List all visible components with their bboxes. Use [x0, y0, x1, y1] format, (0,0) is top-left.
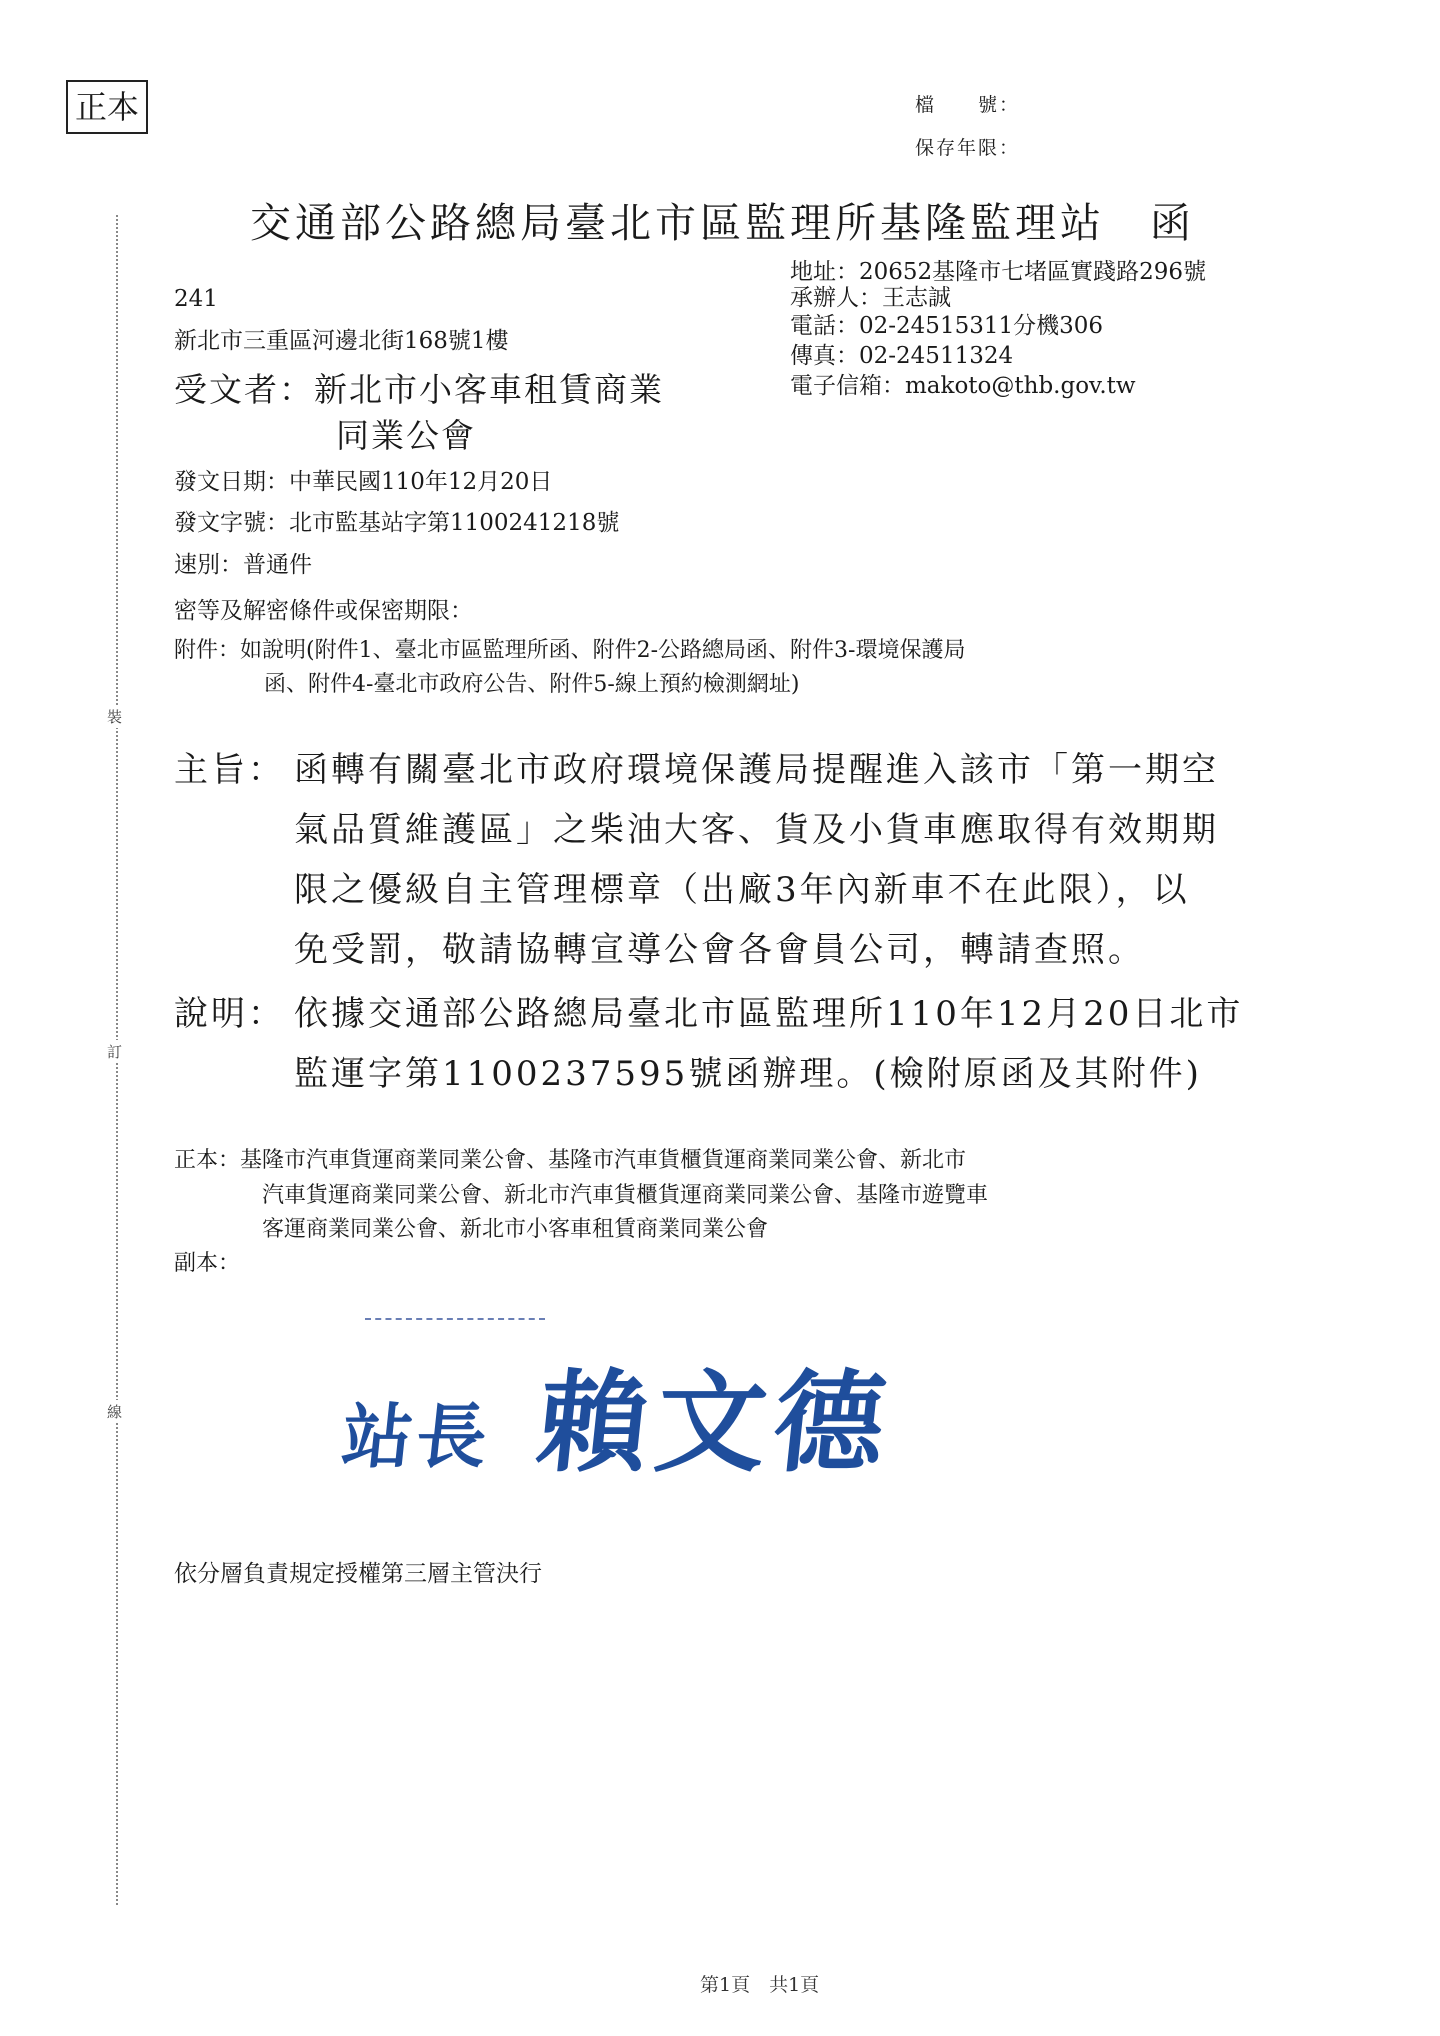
copy-recipients-label: 副本：: [174, 1251, 241, 1276]
subject-line: 函轉有關臺北市政府環境保護局提醒進入該市「第一期空: [294, 750, 1219, 790]
fax: 傳真：02-24511324: [790, 343, 1014, 369]
phone: 電話：02-24515311分機306: [790, 313, 1104, 339]
sender-address: 地址：20652基隆市七堵區實踐路296號: [790, 259, 1207, 285]
issue-date: 發文日期：中華民國110年12月20日: [174, 469, 553, 495]
signature-title: 站長: [338, 1395, 495, 1478]
binding-mark-2: 訂: [104, 1040, 125, 1063]
speed-category: 速別：普通件: [174, 552, 312, 578]
explanation-line: 監運字第1100237595號函辦理。(檢附原函及其附件): [294, 1054, 1202, 1094]
binding-mark-3: 線: [104, 1400, 125, 1423]
secrecy-field: 密等及解密條件或保密期限：: [174, 598, 473, 624]
station-chief-signature: [337, 1335, 902, 1493]
email: 電子信箱：makoto@thb.gov.tw: [790, 373, 1136, 399]
retention-label: 保存年限：: [915, 137, 1021, 159]
subject-line: 限之優級自主管理標章（出廠3年內新車不在此限），以: [294, 870, 1190, 910]
signature-name: 賴文德: [531, 1358, 900, 1487]
document-number: 發文字號：北市監基站字第1100241218號: [174, 510, 620, 536]
authorization-note: 依分層負責規定授權第三層主管決行: [174, 1561, 542, 1587]
document-title: 交通部公路總局臺北市區監理所基隆監理站 函: [250, 199, 1195, 247]
explanation-line: 依據交通部公路總局臺北市區監理所110年12月20日北市: [294, 994, 1244, 1034]
binding-mark-1: 裝: [104, 705, 125, 728]
subject-line: 氣品質維護區」之柴油大客、貨及小貨車應取得有效期期: [294, 810, 1219, 850]
signature-rule: [365, 1318, 545, 1320]
original-recipients-line-1: 正本：基隆市汽車貨運商業同業公會、基隆市汽車貨櫃貨運商業同業公會、新北市: [174, 1148, 967, 1173]
handler: 承辦人：王志誠: [790, 285, 951, 311]
recipient-postal-code: 241: [174, 286, 218, 312]
subject-label: 主旨：: [174, 750, 285, 790]
recipient-address: 新北市三重區河邊北街168號1樓: [174, 328, 509, 354]
original-recipients-line-3: 客運商業同業公會、新北市小客車租賃商業同業公會: [262, 1217, 769, 1242]
explanation-label: 說明：: [174, 994, 285, 1034]
original-recipients-line-2: 汽車貨運商業同業公會、新北市汽車貨櫃貨運商業同業公會、基隆市遊覽車: [262, 1183, 989, 1208]
page-number: 第1頁 共1頁: [700, 1974, 820, 1996]
subject-line: 免受罰，敬請協轉宣導公會各會員公司，轉請查照。: [294, 930, 1145, 970]
file-number-label: 檔 號：: [915, 94, 1021, 116]
attachments-line-1: 附件：如說明(附件1、臺北市區監理所函、附件2-公路總局函、附件3-環境保護局: [174, 638, 966, 663]
attachments-line-2: 函、附件4-臺北市政府公告、附件5-線上預約檢測網址): [264, 672, 800, 697]
recipient-line-2: 同業公會: [336, 416, 476, 455]
original-copy-mark: 正本: [66, 80, 148, 134]
recipient-line-1: 受文者：新北市小客車租賃商業: [174, 370, 664, 409]
